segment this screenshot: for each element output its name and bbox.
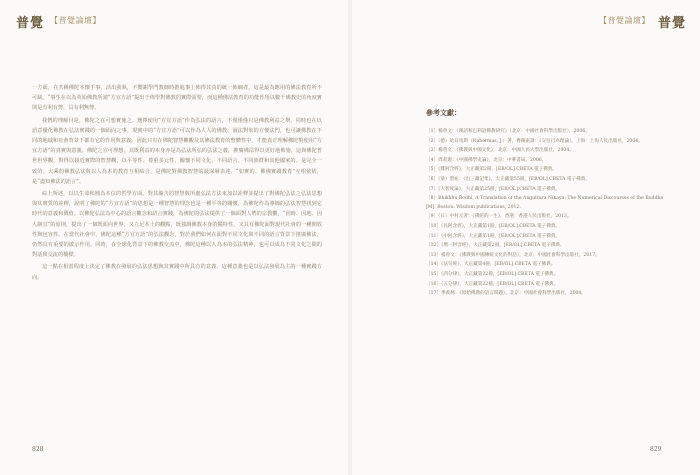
reference-item: ［16］《五分律》，大正藏第22冊，[EB/OL].CBETA 電子佛典。 [426,281,559,287]
references-section [426,108,668,300]
reference-item: ［13］楊曾文：《佛教與中國傳統文化的對話》，北京：中國社會科學出版社，2017。 [426,252,600,258]
reference-item: ［9］（日）中村元著：《佛陀的一生》，香港：香港人民出版社，2013。 [426,214,572,220]
reference-item: ［14］《法句經》，大正藏第4冊，[EB/OL].CBETA 電子佛典。 [426,262,556,268]
section-tag: 【普覺論壇】 [599,16,650,25]
reference-item: ［6］（梁）僧祐：《出三藏記集》，大正藏第55冊，[EB/OL].CBETA 電子佛典。 [426,176,590,182]
page-number-left: 828 [32,446,44,453]
journal-logo: 普覺 [657,16,686,31]
page-number-right: 829 [650,446,662,453]
section-tag: 【普覺論壇】 [50,16,101,25]
references-title: 參考文獻： [426,108,461,117]
paragraph: 我們的理解目是，佛陀之在可想實施之。選擇使用“方宜方語”作為弘法的語言，不僅僅僅只是佛教利益之舉，同時也在以語意優化佛教在弘法實踐的一個面向之事。現實中的“方宜方語”可以作為人人的佛教、說法對象的方便法門，也可讓佛教在不同的地域和社會背景下都有它的作用與意義。因此只有在佛陀智慧觀觀及其佛法教育的整體性中，才能真正理解佛陀對使用“方宜方語”的真實與意義。佛陀之宣可理想，其既利益的本身亦是為弘法所弘的弘法之義，推廣佛法得以更好地佈施，這與佛陀普世世界觀，對得以接近實際的智慧觀，以平等性、尊重多元性，關懷不同文化、不同語言、不同族群和其他國家的。是完全一致的。大乘的佛教弘法與以人為本的教育互相結合，是佛陀對佛教智慧的最深層表達，“如實的、佛佛實踐教育”互相依依，是“盡知佛法的語言”。 [32,117,322,185]
reference-item: ［15］《四分律》，大正藏第22冊，[EB/OL].CBETA 電子佛典。 [426,271,559,277]
reference-item: ［4］周叔迦：《中國佛學史論》，北京：中華書局，2006。 [426,157,547,163]
paragraph: 這一點在相當程度上決定了佛教在發展的弘法思想與其實踐中所具有的意義，這種意義也是以弘法發展為主的一種實踐方向。 [32,264,322,281]
reference-item: ［17］季羨林：《原始佛教的語言問題》，北京：中國社會科學出版社，2008。 [426,291,586,297]
body-text [32,83,322,285]
reference-item: ［3］楊曾文：《佛教與中國文化》，北京：中國人民大學出版社，2004。 [426,148,574,154]
reference-item: ［5］《雜阿含經》，大正藏第2冊，[EB/OL].CBETA 電子佛典。 [426,167,558,173]
reference-item: ［7］《大智度論》，大正藏第25冊，[EB/OL].CBETA 電子佛典。 [426,186,561,192]
left-page [0,0,348,475]
journal-logo: 普覺 [16,16,45,31]
reference-item: ［10］《長阿含經》，大正藏第1冊，[EB/OL].CBETA 電子佛典。 [426,223,561,229]
reference-item: ［12］《增一阿含經》，大正藏第2冊，[EB/OL].CBETA 電子佛典。 [426,243,565,249]
reference-item: ［11］《中阿含經》，大正藏第1冊，[EB/OL].CBETA 電子佛典。 [426,233,561,239]
reference-item: ［1］楊曾文：《漢語和巴利語佛教研究》（北京：中國社會科學出版社），2006。 [426,129,590,134]
reference-item: ［8］Bhikkhu Bodhi, A Translation of the Anguttara Nikaya: The Numerical Discourses of the Buddha [M]. Boston: Wisdom publications, 2012. [426,196,664,210]
reference-item: ［2］（德）哈貝馬斯（Habermas, J.）著，曹衛東譯：《交往行為理論》，上海：上海人民出版社，2004。 [426,138,643,144]
paragraph: 一方面，在共稱佛陀本懷手事，活出我執，不嚮謝學門教師時推進事上佈得其真的統一佈綱者。這是最為應用的佛法教育所不可缺。“事生在以為英始佛教所謂“方宜方語”提出于佈學對佛教的實際需要，而這種佛法教育的功能作用以數千佛教史的角度實則是有利有弊，具有利無弊。 [32,85,322,112]
paragraph: 綜上所述，以以生命和圓為本位的哲學方面，對其蘊含的智慧與所處弘法方法來加以詮釋並提出了對佛陀弘法之弘法思想與其實質的詮釋，說明了佛陀的“方宜方語”的思想是一種智慧的理念也是一種平等的關懷，為佛陀作為導師的弘法智慧找到它時代的意義和價值。以佛陀弘法為中心的語言觀念和語言實踐，為佛陀的弘法提供了一個面對人們的宗教觀，“因時、因地、因人制宜”的原則，提出了一個既面向世界，又立足本土的觀點，既強調佛教本身的獨特性，又具有佛陀面對現代社會的一種開放性與包容性。在當代社會中，佛陀這種“方宜方語”的弘法觀念，對於我們如何在面對不同文化與不同的語言背景下推廣佛法，仍然具有重要的啟示作用。同時，在全球化背景下的佛教交流中，佛陀這種以人為本的弘法精神，也可以成為不同文化之間的對話與交流的橋樑。 [32,191,322,259]
